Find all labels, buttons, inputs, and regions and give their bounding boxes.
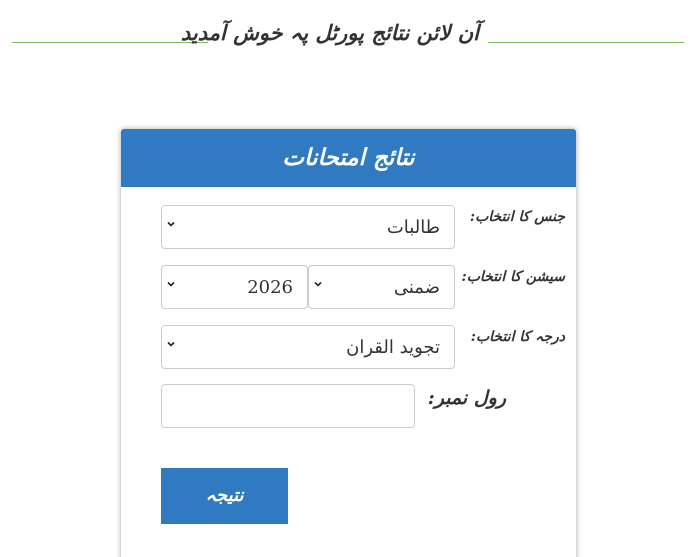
grade-select[interactable] — [161, 325, 455, 369]
grade-label: درجہ کا انتخاب: — [470, 329, 565, 345]
welcome-title: آن لائن نتائج پورٹل پہ خوش آمدید — [180, 20, 479, 45]
session-year-select[interactable] — [161, 265, 308, 309]
session-type-select[interactable] — [308, 265, 455, 309]
chevron-down-icon — [166, 219, 176, 229]
result-submit-button[interactable]: نتیجہ — [161, 468, 288, 524]
form-title: نتائج امتحانات — [121, 129, 576, 187]
chevron-down-icon — [313, 279, 323, 289]
gender-selected-value: طالبات — [386, 217, 440, 238]
divider-left — [12, 42, 208, 43]
divider-right — [488, 42, 684, 43]
chevron-down-icon — [166, 339, 176, 349]
welcome-banner — [12, 18, 684, 68]
gender-label: جنس کا انتخاب: — [469, 209, 565, 225]
results-form-card — [121, 129, 576, 557]
grade-selected-value: تجوید القران — [346, 337, 440, 358]
roll-number-input[interactable] — [161, 384, 415, 428]
session-type-selected-value: ضمنی — [393, 277, 440, 298]
roll-number-label: رول نمبر: — [427, 387, 506, 409]
session-label: سیشن کا انتخاب: — [461, 269, 565, 285]
chevron-down-icon — [166, 279, 176, 289]
gender-select[interactable] — [161, 205, 455, 249]
session-year-selected-value: 2026 — [247, 277, 293, 298]
